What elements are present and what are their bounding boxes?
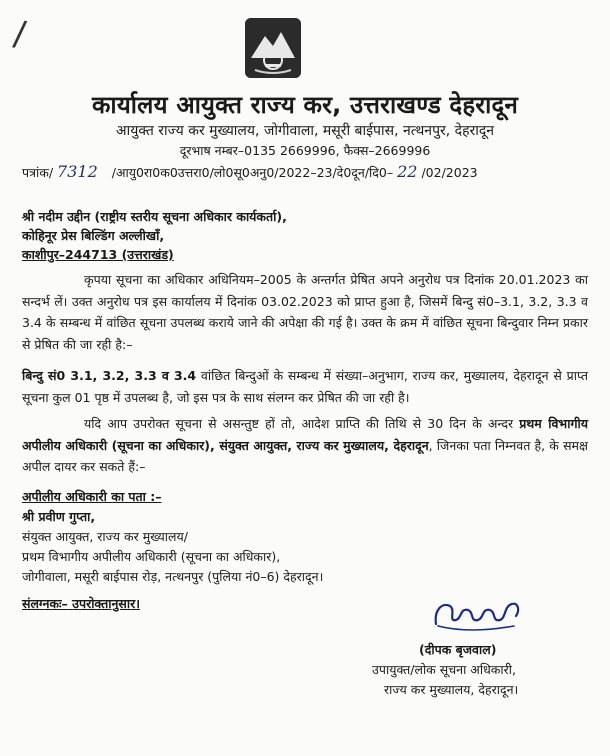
enclosure-label: संलग्नकः– (22, 596, 68, 611)
reference-label: पत्रांक/ (22, 165, 54, 180)
addressee-line-2: कोहिनूर प्रेस बिल्डिंग अल्लीखाँ, (22, 228, 165, 243)
body-paragraph-2 (22, 365, 588, 408)
appeal-intro: यदि आप उपरोक्त सूचना से असन्तुष्ट हों तो, आदेश प्राप्ति की तिथि से 30 दिन के अन्दर (84, 416, 520, 431)
office-address: आयुक्त राज्य कर मुख्यालय, जोगीवाला, मसूरी बाईपास, नत्थनपुर, देहरादून (115, 123, 495, 139)
appellate-line-2: प्रथम विभागीय अपीलीय अधिकारी (सूचना का अधिकार), (22, 549, 281, 564)
office-title: कार्यालय आयुक्त राज्य कर, उत्तराखण्ड देहरादून (91, 91, 518, 119)
appellate-authority: प्रथम विभागीय अपीलीय अधिकारी (सूचना का अधिकार), संयुक्त आयुक्त, राज्य कर मुख्यालय, देहरादून (22, 416, 588, 453)
reference-date-tail: /02/2023 (421, 165, 478, 180)
addressee-line-1: श्री नदीम उद्दीन (राष्ट्रीय स्तरीय सूचना अधिकार कार्यकर्ता), (22, 209, 287, 224)
enclosure-value: उपरोक्तानुसार। (72, 596, 140, 611)
body-paragraph-1: कृपया सूचना का अधिकार अधिनियम–2005 के अन्तर्गत प्रेषित अपने अनुरोध पत्र दिनांक 20.01.2023 का सन्दर्भ लें। उक्त अनुरोध पत्र इस कार्यालय में दिनांक 03.02.2023 को प्राप्त हुआ है, जिसमें बिन्दु सं0–3.1, 3.2, 3.3 व 3.4 के सम्बन्ध में वांछित सूचना उपलब्ध कराये जाने की अपेक्षा की गई है। उक्त के क्रम में वांछित सूचना बिन्दुवार निम्न प्रकार से प्रेषित की जा रही है:– (22, 272, 588, 352)
enclosure-line (22, 595, 140, 612)
appellate-line-1: संयुक्त आयुक्त, राज्य कर मुख्यालय/ (22, 529, 188, 544)
points-reference: बिन्दु सं0 3.1, 3.2, 3.3 व 3.4 (22, 368, 197, 383)
appellate-heading: अपीलीय अधिकारी का पता :– (22, 489, 162, 504)
reference-line (22, 162, 597, 181)
signatory-name: (दीपक बृजवाल) (419, 642, 497, 657)
appellate-name: श्री प्रवीण गुप्ता, (22, 509, 96, 524)
pen-stroke-mark: / (11, 13, 29, 55)
addressee-line-3: काशीपुर–244713 (उत्तराखंड) (22, 247, 174, 262)
uttarakhand-emblem-logo (245, 18, 301, 78)
body-paragraph-3 (22, 413, 588, 478)
signatory-office: राज्य कर मुख्यालय, देहरादून। (384, 682, 519, 697)
reference-day: 22 (397, 162, 418, 181)
signatory-designation: उपायुक्त/लोक सूचना अधिकारी, (372, 662, 516, 677)
reference-middle: /आयु0रा0क0उत्तरा0/लो0सू0अनु0/2022–23/दे0दून/दि0– (111, 165, 394, 180)
appeal-closing: , जिनका पता निम्नवत है, के समक्ष अपील दायर कर सकते हैं:– (22, 437, 588, 474)
reference-number: 7312 (57, 162, 98, 181)
points-description: वांछित बिन्दुओं के सम्बन्ध में संख्या–अनुभाग, राज्य कर, मुख्यालय, देहरादून से प्राप्त सूचना कुल 01 पृष्ठ में उपलब्ध है, जो इस पत्र के साथ संलग्न कर प्रेषित की जा रही है। (22, 368, 588, 405)
handwritten-signature (430, 596, 522, 636)
appellate-line-3: जोगीवाला, मसूरी बाईपास रोड़, नत्थनपुर (पुलिया नं0–6) देहरादून। (22, 569, 324, 584)
office-phone: दूरभाष नम्बर–0135 2669996, फैक्स–2669996 (179, 143, 431, 158)
